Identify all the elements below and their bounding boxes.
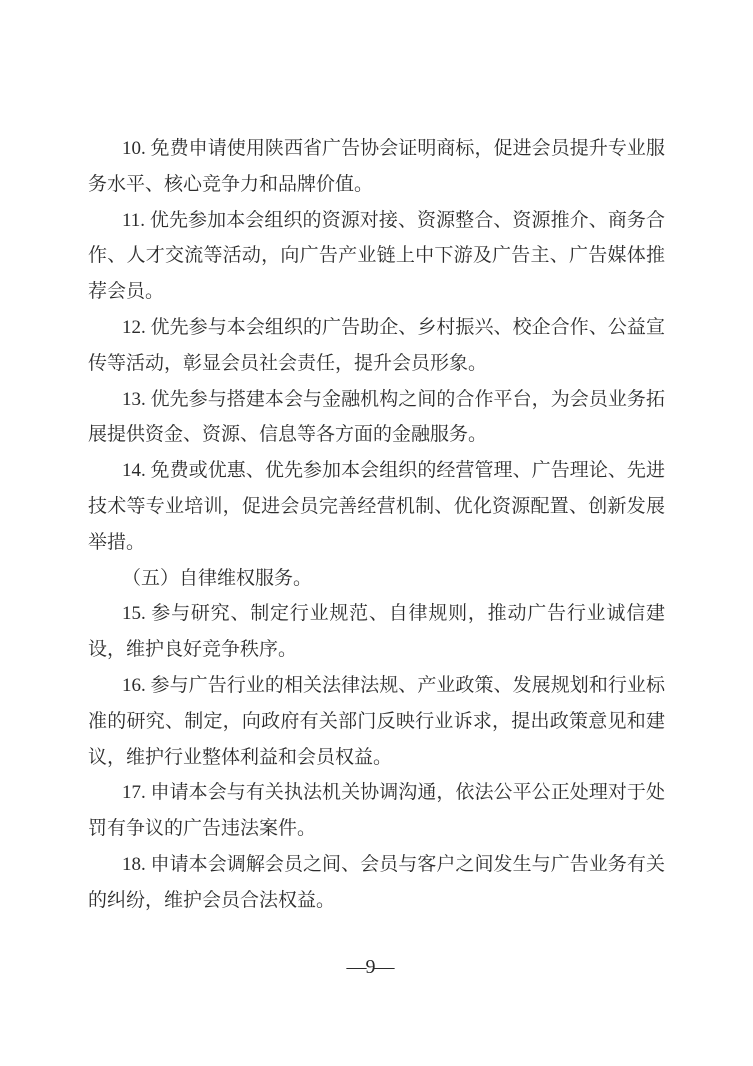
- document-body: [88, 131, 665, 919]
- document-paragraph-12: 12. 优先参与本会组织的广告助企、乡村振兴、校企合作、公益宣传等活动，彰显会员社会责任，提升会员形象。: [88, 316, 665, 374]
- page-number: —9—: [346, 956, 394, 978]
- document-paragraph-17: 17. 申请本会与有关执法机关协调沟通，依法公平公正处理对于处罚有争议的广告违法案件。: [88, 782, 665, 840]
- document-paragraph-16: 16. 参与广告行业的相关法律法规、产业政策、发展规划和行业标准的研究、制定，向政府有关部门反映行业诉求，提出政策意见和建议，维护行业整体利益和会员权益。: [88, 674, 665, 768]
- document-paragraph-13: 13. 优先参与搭建本会与金融机构之间的合作平台，为会员业务拓展提供资金、资源、信息等各方面的金融服务。: [88, 388, 665, 446]
- document-paragraph-11: 11. 优先参加本会组织的资源对接、资源整合、资源推介、商务合作、人才交流等活动，向广告产业链上中下游及广告主、广告媒体推荐会员。: [88, 209, 665, 303]
- section-heading-5: （五）自律维权服务。: [122, 567, 313, 589]
- document-paragraph-18: 18. 申请本会调解会员之间、会员与客户之间发生与广告业务有关的纠纷，维护会员合法权益。: [88, 853, 665, 911]
- document-paragraph-15: 15. 参与研究、制定行业规范、自律规则，推动广告行业诚信建设，维护良好竞争秩序。: [88, 603, 665, 661]
- document-paragraph-14: 14. 免费或优惠、优先参加本会组织的经营管理、广告理论、先进技术等专业培训，促进会员完善经营机制、优化资源配置、创新发展举措。: [88, 460, 665, 553]
- document-paragraph-10: 10. 免费申请使用陕西省广告协会证明商标，促进会员提升专业服务水平、核心竞争力和品牌价值。: [88, 138, 665, 195]
